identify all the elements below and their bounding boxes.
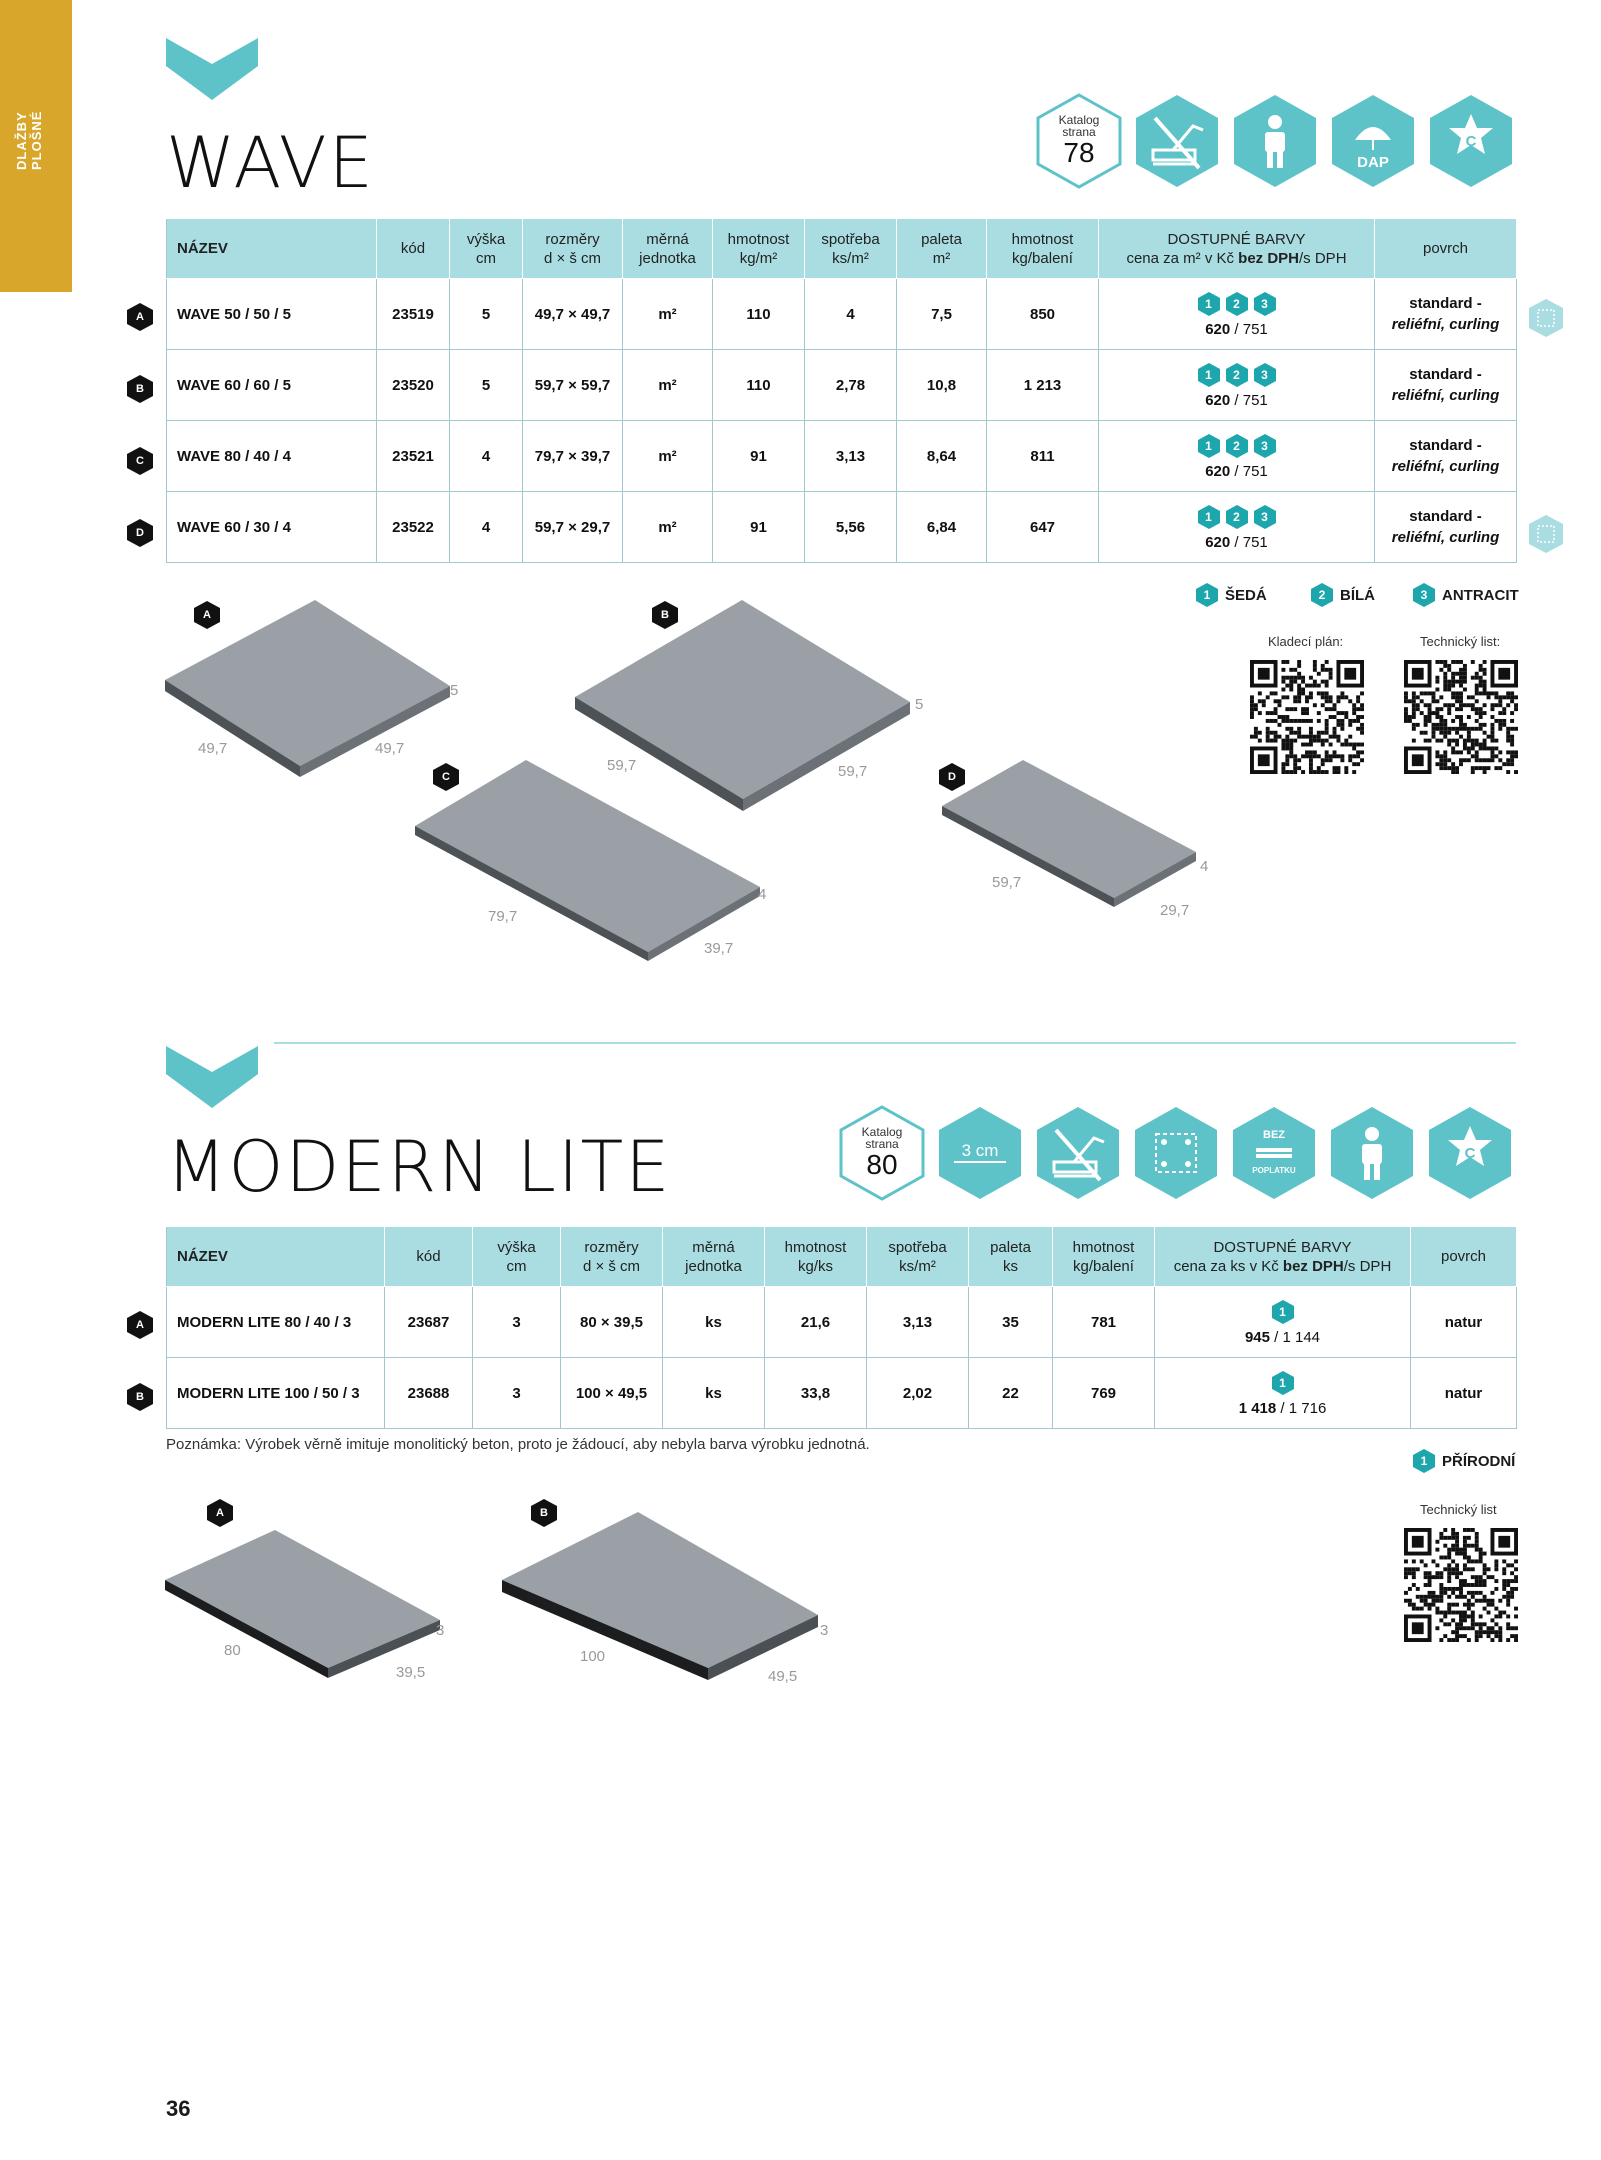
table-row — [167, 421, 1517, 492]
catalog-label-2: strana — [1062, 125, 1096, 139]
tile-modern-b-width: 49,5 — [768, 1668, 798, 1685]
c-certification-icon — [1426, 1104, 1514, 1202]
row-mark: B — [126, 1382, 154, 1412]
tile-d-length: 59,7 — [992, 874, 1022, 891]
catalog-page-number: 80 — [866, 1149, 898, 1180]
catalog-label: Katalog — [1058, 113, 1100, 127]
cell-colors — [1155, 1358, 1411, 1429]
col-colors-sub-c: /s DPH — [1299, 249, 1347, 267]
cell-pallet: 6,84 — [897, 492, 987, 563]
cell-pallet: 35 — [969, 1287, 1053, 1358]
tile-b-length: 59,7 — [607, 757, 637, 774]
cell-weight: 21,6 — [765, 1287, 867, 1358]
cell-code: 23520 — [377, 350, 450, 421]
tile-modern-b-height: 3 — [820, 1622, 829, 1639]
col-code: kód — [385, 1227, 473, 1287]
color-1-icon: 1 — [1197, 291, 1221, 317]
col-pallet: paleta m² — [897, 219, 987, 279]
col-colors-sub-b: bez DPH — [1238, 249, 1300, 267]
cell-usage: 3,13 — [867, 1287, 969, 1358]
wave-title: WAVE — [166, 122, 375, 204]
cell-name: WAVE 60 / 30 / 4 — [167, 492, 377, 563]
table-row — [167, 492, 1517, 563]
cell-name: WAVE 80 / 40 / 4 — [167, 421, 377, 492]
tile-c-length: 79,7 — [488, 908, 518, 925]
person-icon — [1231, 92, 1319, 190]
price-no-vat: 1 418 — [1238, 1399, 1277, 1417]
col-colors-sub-a: cena za ks v Kč — [1173, 1257, 1283, 1275]
color-2-icon: 2 — [1225, 362, 1249, 388]
dap-label: DAP — [1357, 153, 1389, 171]
table-row — [167, 350, 1517, 421]
cell-unit: ks — [663, 1287, 765, 1358]
tile-c-height: 4 — [758, 886, 767, 903]
qr-label-plan: Kladecí plán: — [1268, 634, 1344, 649]
tile-modern-b-mark: B — [530, 1498, 558, 1528]
thickness-label: 3 cm — [961, 1141, 999, 1160]
tile-modern-b-length: 100 — [580, 1648, 606, 1665]
price-with-vat: / 751 — [1230, 533, 1268, 551]
col-unit: měrná jednotka — [623, 219, 713, 279]
laying-pattern-icon — [1528, 298, 1564, 343]
price-with-vat: / 1 144 — [1269, 1328, 1321, 1346]
qr-code-plan[interactable] — [1250, 660, 1364, 774]
cell-unit: m² — [623, 279, 713, 350]
tile-c-image — [415, 760, 760, 961]
surface-line1: standard - — [1409, 295, 1482, 312]
tile-a-length: 49,7 — [198, 740, 228, 757]
cell-colors — [1099, 421, 1375, 492]
cell-weight: 91 — [713, 492, 805, 563]
row-mark: B — [126, 374, 154, 404]
cell-name: WAVE 60 / 60 / 5 — [167, 350, 377, 421]
cell-unit: m² — [623, 350, 713, 421]
c-certification-icon — [1427, 92, 1515, 190]
cell-colors — [1099, 279, 1375, 350]
table-row — [167, 279, 1517, 350]
dap-umbrella-icon — [1329, 92, 1417, 190]
cell-code: 23687 — [385, 1287, 473, 1358]
cell-pallet: 7,5 — [897, 279, 987, 350]
tile-d-image — [942, 760, 1196, 907]
color-number-icon: 3 — [1412, 582, 1436, 608]
cell-pallet: 22 — [969, 1358, 1053, 1429]
tile-modern-b-image — [502, 1512, 818, 1680]
tile-c-mark: C — [432, 762, 460, 792]
cell-surface — [1375, 492, 1517, 563]
col-colors — [1099, 219, 1375, 279]
tile-d-width: 29,7 — [1160, 902, 1190, 919]
col-weight-pack: hmotnost kg/balení — [987, 219, 1099, 279]
cell-pallet: 10,8 — [897, 350, 987, 421]
qr-code-sheet[interactable] — [1404, 1528, 1518, 1642]
price-with-vat: / 751 — [1230, 462, 1268, 480]
category-label — [14, 110, 44, 170]
col-unit: měrná jednotka — [663, 1227, 765, 1287]
col-usage: spotřeba ks/m² — [805, 219, 897, 279]
cell-usage: 5,56 — [805, 492, 897, 563]
color-3-icon: 3 — [1253, 362, 1277, 388]
cell-usage: 4 — [805, 279, 897, 350]
c-label: C — [1465, 132, 1477, 150]
table-row — [167, 1287, 1517, 1358]
tile-modern-a-height: 3 — [436, 1622, 445, 1639]
modern-title: MODERN LITE — [166, 1126, 672, 1208]
category-label-line2: PLOŠNÉ — [29, 110, 44, 170]
col-colors-sub-c: /s DPH — [1343, 1257, 1392, 1275]
tile-modern-a-length: 80 — [224, 1642, 241, 1659]
price-no-vat: 620 — [1205, 462, 1231, 480]
tile-modern-a-mark: A — [206, 1498, 234, 1528]
cell-usage: 3,13 — [805, 421, 897, 492]
color-legend-label: BÍLÁ — [1340, 586, 1375, 604]
cell-surface — [1375, 279, 1517, 350]
col-name: NÁZEV — [167, 219, 377, 279]
catalog-label: Katalog — [861, 1125, 903, 1139]
col-weight-pack: hmotnost kg/balení — [1053, 1227, 1155, 1287]
color-number-icon: 2 — [1310, 582, 1334, 608]
catalog-page-badge[interactable] — [838, 1104, 926, 1202]
color-3-icon: 3 — [1253, 504, 1277, 530]
catalog-page-badge[interactable] — [1035, 92, 1123, 190]
row-mark: A — [126, 302, 154, 332]
surface-line1: standard - — [1409, 366, 1482, 383]
price-with-vat: / 1 716 — [1276, 1399, 1327, 1417]
cell-unit: ks — [663, 1358, 765, 1429]
qr-label-sheet: Technický list — [1420, 1502, 1497, 1517]
cell-height: 4 — [450, 421, 523, 492]
pallet-label-2: POPLATKU — [1252, 1166, 1296, 1175]
cell-weight-pack: 850 — [987, 279, 1099, 350]
cell-code: 23688 — [385, 1358, 473, 1429]
cell-code: 23522 — [377, 492, 450, 563]
color-2-icon: 2 — [1225, 291, 1249, 317]
color-1-icon: 1 — [1271, 1370, 1295, 1396]
cell-dims: 80 × 39,5 — [561, 1287, 663, 1358]
col-weight: hmotnost kg/ks — [765, 1227, 867, 1287]
cell-code: 23521 — [377, 421, 450, 492]
cell-surface — [1375, 421, 1517, 492]
cell-surface: natur — [1411, 1287, 1517, 1358]
col-surface: povrch — [1375, 219, 1517, 279]
tile-b-mark: B — [651, 600, 679, 630]
color-2-icon: 2 — [1225, 504, 1249, 530]
person-icon — [1328, 1104, 1416, 1202]
color-legend-2 — [1310, 582, 1375, 608]
color-legend-label: PŘÍRODNÍ — [1442, 1452, 1516, 1470]
cell-height: 4 — [450, 492, 523, 563]
compactor-no-icon — [1133, 92, 1221, 190]
row-mark: A — [126, 1310, 154, 1340]
cell-dims: 59,7 × 29,7 — [523, 492, 623, 563]
cell-dims: 59,7 × 59,7 — [523, 350, 623, 421]
surface-line1: standard - — [1409, 508, 1482, 525]
wave-spec-table — [166, 218, 1517, 563]
color-1-icon: 1 — [1197, 504, 1221, 530]
cell-surface — [1375, 350, 1517, 421]
color-1-icon: 1 — [1271, 1299, 1295, 1325]
cell-weight-pack: 1 213 — [987, 350, 1099, 421]
cell-colors — [1099, 350, 1375, 421]
color-legend-3 — [1412, 582, 1519, 608]
col-colors-title: DOSTUPNÉ BARVY — [1213, 1238, 1352, 1256]
cell-unit: m² — [623, 492, 713, 563]
cell-weight-pack: 769 — [1053, 1358, 1155, 1429]
cell-weight: 33,8 — [765, 1358, 867, 1429]
color-legend-label: ŠEDÁ — [1225, 586, 1267, 604]
surface-line2: reliéfní, curling — [1391, 387, 1500, 404]
tile-d-height: 4 — [1200, 858, 1209, 875]
price-with-vat: / 751 — [1230, 391, 1268, 409]
tile-c-width: 39,7 — [704, 940, 734, 957]
col-colors-sub-b: bez DPH — [1282, 1257, 1344, 1275]
free-pallet-icon — [1230, 1104, 1318, 1202]
tile-modern-a-image — [165, 1530, 440, 1678]
cell-height: 3 — [473, 1358, 561, 1429]
col-surface: povrch — [1411, 1227, 1517, 1287]
color-number-icon: 1 — [1412, 1448, 1436, 1474]
surface-line1: standard - — [1409, 437, 1482, 454]
col-code: kód — [377, 219, 450, 279]
cell-colors — [1099, 492, 1375, 563]
c-label: C — [1464, 1144, 1476, 1162]
tile-modern-a-width: 39,5 — [396, 1664, 426, 1681]
col-colors-title: DOSTUPNÉ BARVY — [1167, 230, 1306, 248]
cell-surface: natur — [1411, 1358, 1517, 1429]
col-height: výška cm — [473, 1227, 561, 1287]
col-colors-sub-a: cena za m² v Kč — [1126, 249, 1239, 267]
col-pallet: paleta ks — [969, 1227, 1053, 1287]
color-3-icon: 3 — [1253, 291, 1277, 317]
row-mark: D — [126, 518, 154, 548]
wave-tile-illustrations — [150, 590, 1230, 970]
cell-dims: 49,7 × 49,7 — [523, 279, 623, 350]
tile-b-width: 59,7 — [838, 763, 868, 780]
cell-pallet: 8,64 — [897, 421, 987, 492]
category-label-line1: DLAŽBY — [14, 111, 29, 170]
wave-icon-row — [1035, 92, 1515, 190]
tile-d-mark: D — [938, 762, 966, 792]
category-side-tab — [0, 0, 72, 292]
surface-line2: reliéfní, curling — [1391, 529, 1500, 546]
col-usage: spotřeba ks/m² — [867, 1227, 969, 1287]
color-number-icon: 1 — [1195, 582, 1219, 608]
cell-weight: 91 — [713, 421, 805, 492]
cell-unit: m² — [623, 421, 713, 492]
tile-a-mark: A — [193, 600, 221, 630]
chevron-down-icon — [166, 1046, 258, 1108]
compactor-no-icon — [1034, 1104, 1122, 1202]
surface-line2: reliéfní, curling — [1391, 316, 1500, 333]
col-weight: hmotnost kg/m² — [713, 219, 805, 279]
color-1-icon: 1 — [1197, 433, 1221, 459]
modern-tile-illustrations — [150, 1490, 850, 1710]
cell-weight: 110 — [713, 350, 805, 421]
thickness-3cm-icon — [936, 1104, 1024, 1202]
laying-pattern-icon — [1132, 1104, 1220, 1202]
section-divider — [274, 1042, 1516, 1044]
cell-name: MODERN LITE 100 / 50 / 3 — [167, 1358, 385, 1429]
cell-height: 3 — [473, 1287, 561, 1358]
row-mark: C — [126, 446, 154, 476]
col-height: výška cm — [450, 219, 523, 279]
cell-weight-pack: 647 — [987, 492, 1099, 563]
cell-usage: 2,78 — [805, 350, 897, 421]
cell-weight-pack: 781 — [1053, 1287, 1155, 1358]
qr-code-sheet[interactable] — [1404, 660, 1518, 774]
modern-icon-row — [838, 1104, 1514, 1202]
price-no-vat: 945 — [1244, 1328, 1270, 1346]
product-note: Poznámka: Výrobek věrně imituje monolitický beton, proto je žádoucí, aby nebyla barva výrobku jednotná. — [166, 1436, 870, 1453]
cell-height: 5 — [450, 350, 523, 421]
cell-dims: 79,7 × 39,7 — [523, 421, 623, 492]
col-name: NÁZEV — [167, 1227, 385, 1287]
color-2-icon: 2 — [1225, 433, 1249, 459]
table-row — [167, 1358, 1517, 1429]
page-number: 36 — [166, 2096, 191, 2121]
catalog-label-2: strana — [865, 1137, 899, 1151]
color-legend-label: ANTRACIT — [1442, 586, 1519, 604]
surface-line2: reliéfní, curling — [1391, 458, 1500, 475]
color-1-icon: 1 — [1197, 362, 1221, 388]
cell-name: WAVE 50 / 50 / 5 — [167, 279, 377, 350]
tile-a-width: 49,7 — [375, 740, 405, 757]
price-no-vat: 620 — [1205, 320, 1231, 338]
cell-usage: 2,02 — [867, 1358, 969, 1429]
pallet-label-1: BEZ — [1263, 1129, 1285, 1141]
laying-pattern-icon — [1528, 514, 1564, 559]
qr-label-sheet: Technický list: — [1420, 634, 1501, 649]
cell-colors — [1155, 1287, 1411, 1358]
price-with-vat: / 751 — [1230, 320, 1268, 338]
cell-weight-pack: 811 — [987, 421, 1099, 492]
cell-weight: 110 — [713, 279, 805, 350]
tile-a-height: 5 — [450, 682, 459, 699]
color-legend-natural — [1412, 1448, 1515, 1474]
price-no-vat: 620 — [1205, 391, 1231, 409]
color-3-icon: 3 — [1253, 433, 1277, 459]
modern-spec-table — [166, 1226, 1517, 1429]
chevron-down-icon — [166, 38, 258, 100]
catalog-page-number: 78 — [1063, 137, 1095, 168]
col-dims: rozměry d × š cm — [561, 1227, 663, 1287]
cell-name: MODERN LITE 80 / 40 / 3 — [167, 1287, 385, 1358]
price-no-vat: 620 — [1205, 533, 1231, 551]
cell-code: 23519 — [377, 279, 450, 350]
tile-b-height: 5 — [915, 696, 924, 713]
col-colors — [1155, 1227, 1411, 1287]
cell-height: 5 — [450, 279, 523, 350]
col-dims: rozměry d × š cm — [523, 219, 623, 279]
cell-dims: 100 × 49,5 — [561, 1358, 663, 1429]
